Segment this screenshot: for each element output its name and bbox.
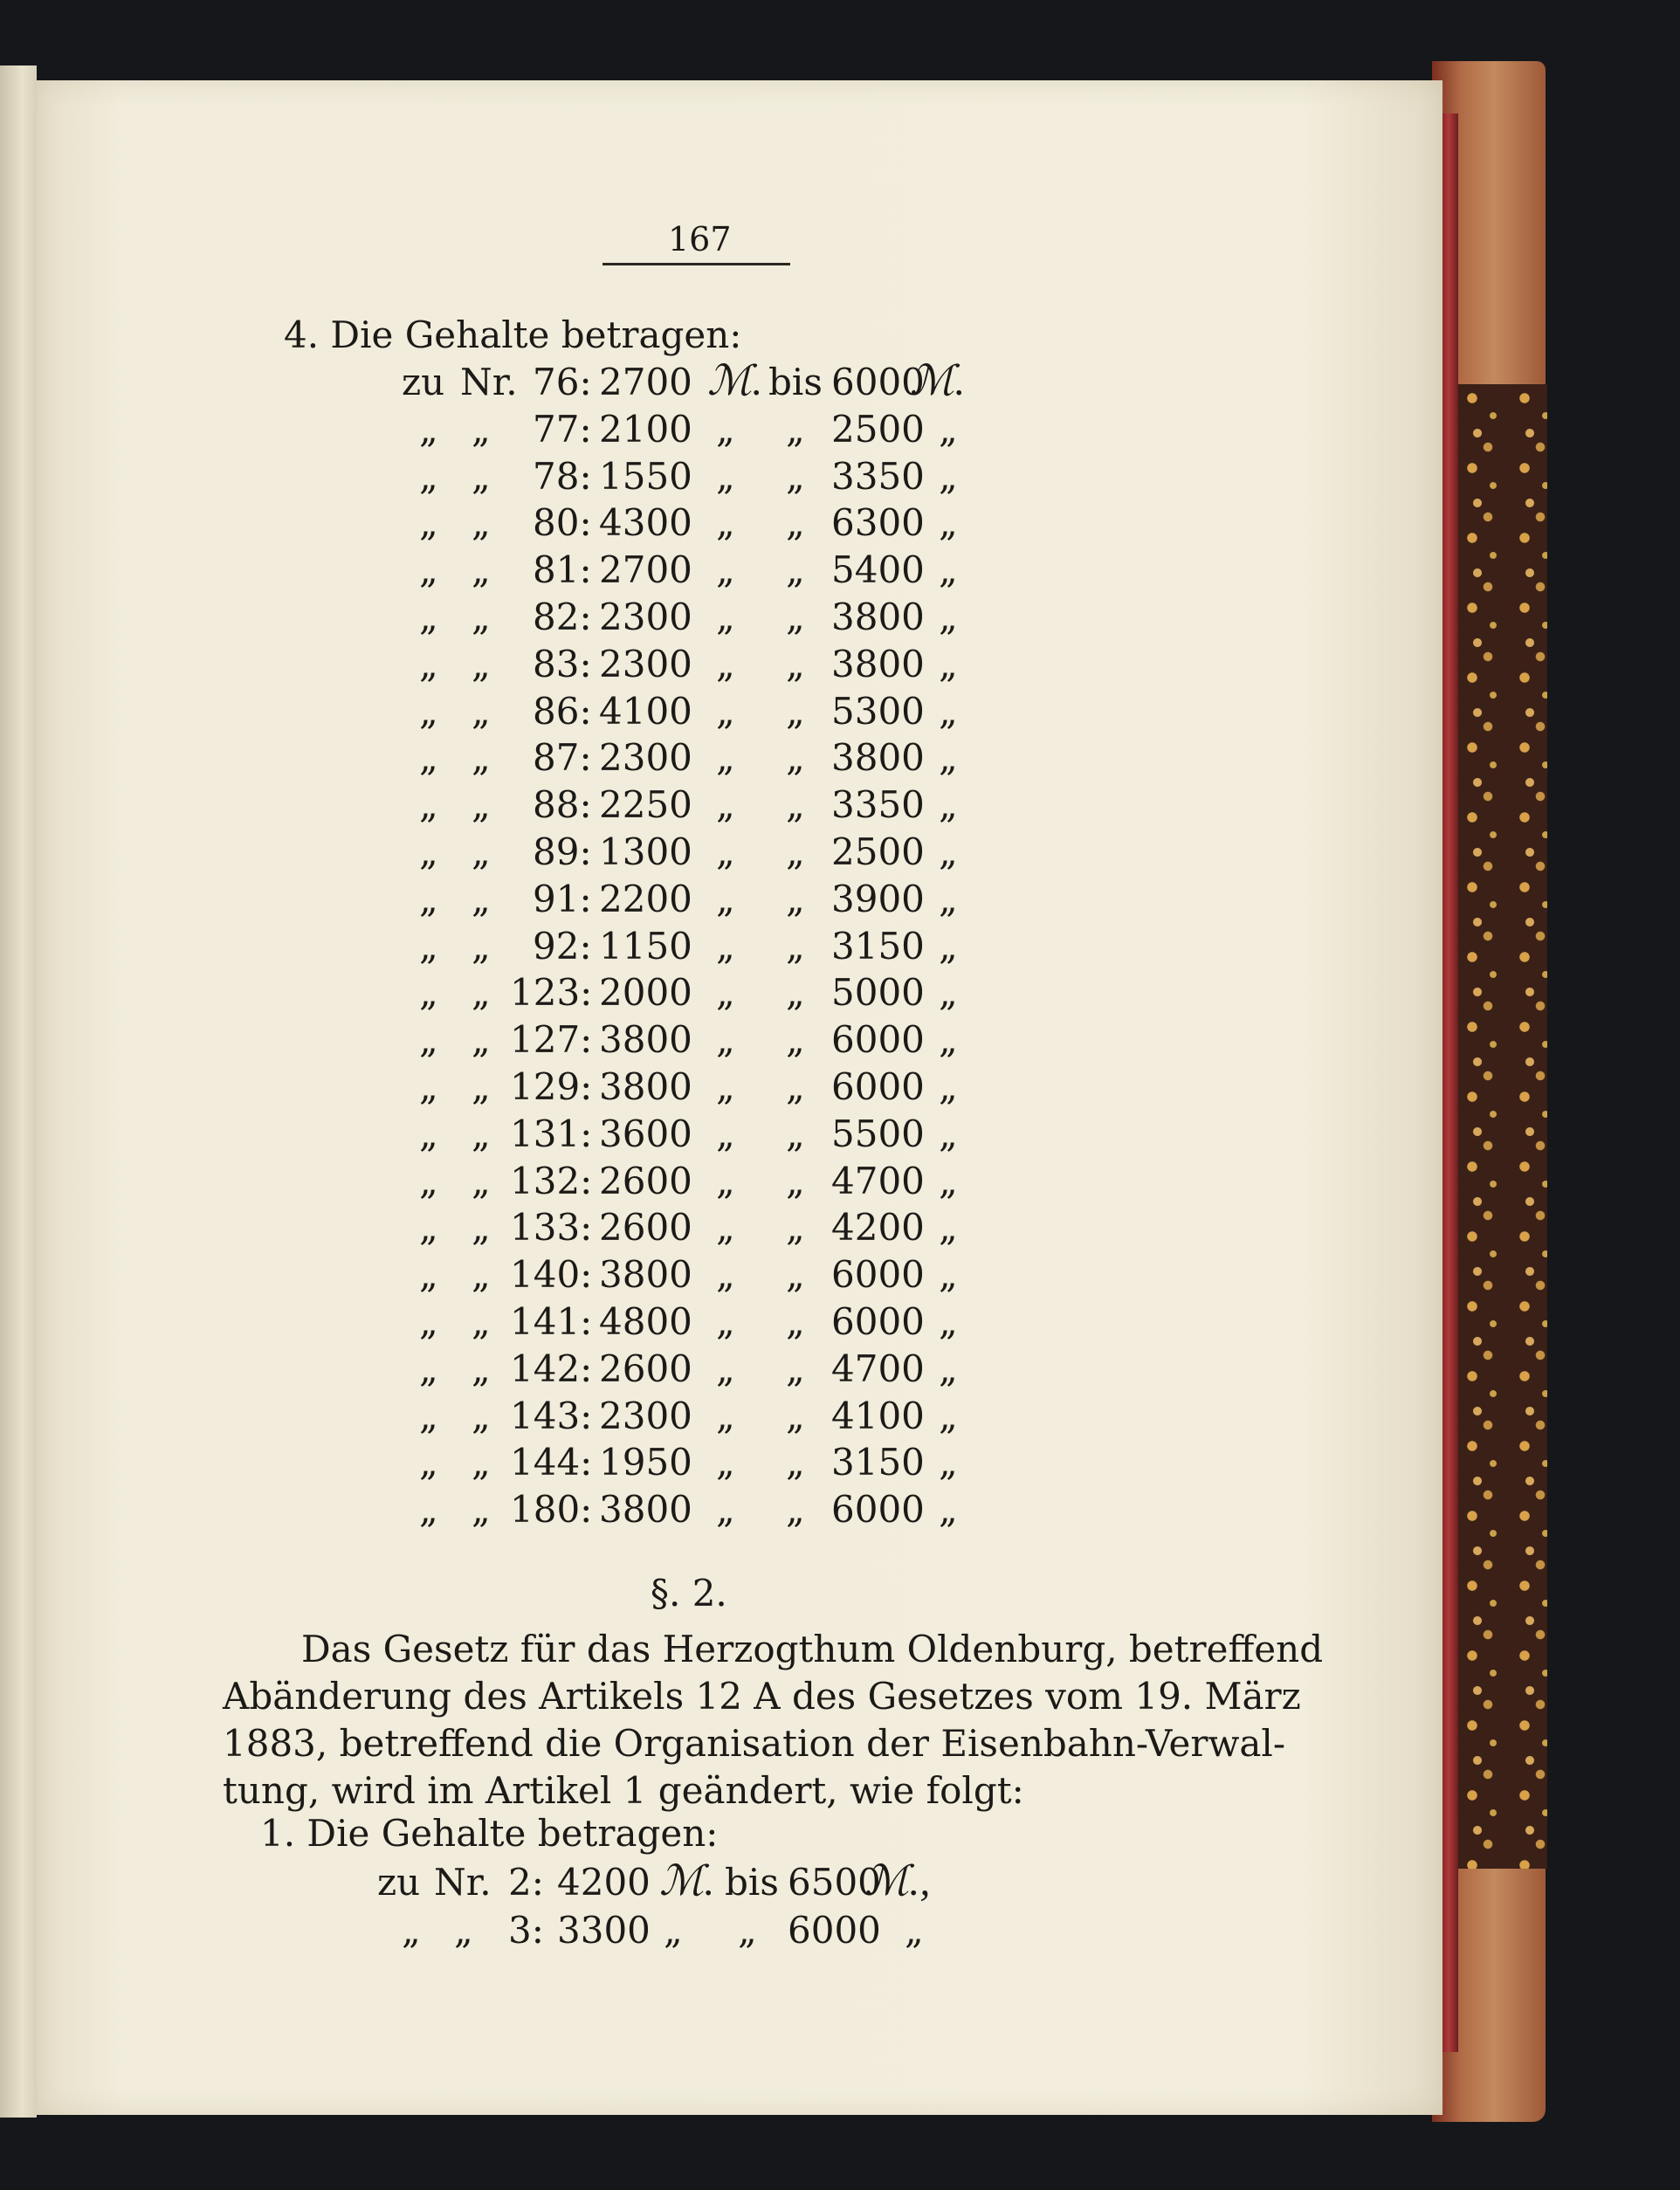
row-ditto: „ — [716, 1488, 735, 1531]
row-to: 5400 — [831, 548, 925, 591]
row-from: 3800 — [599, 1253, 692, 1296]
row-ditto: „ — [472, 596, 491, 638]
row-nr: 142: — [510, 1347, 593, 1390]
row-ditto: „ — [939, 1065, 958, 1108]
row-from: 2700 — [599, 548, 692, 591]
row-prefix-zu: zu — [377, 1861, 421, 1904]
row-nr: 3: — [508, 1909, 544, 1952]
row-ditto: „ — [472, 1488, 491, 1531]
row-ditto: „ — [472, 1112, 491, 1155]
row-ditto: „ — [419, 1206, 438, 1249]
item1-heading: 1. Die Gehalte betragen: — [260, 1812, 719, 1855]
row-ditto: „ — [419, 1065, 438, 1108]
row-ditto: „ — [419, 783, 438, 826]
row-nr: 144: — [510, 1441, 593, 1484]
row-to: 2500 — [831, 408, 925, 451]
row-to: 3350 — [831, 783, 925, 826]
row-ditto: „ — [419, 971, 438, 1014]
row-ditto: „ — [419, 736, 438, 779]
row-ditto: „ — [786, 1441, 805, 1484]
row-ditto: „ — [786, 1160, 805, 1202]
row-ditto: „ — [402, 1909, 421, 1952]
row-from: 2300 — [599, 643, 692, 685]
row-ditto: „ — [419, 596, 438, 638]
row-ditto: „ — [786, 1395, 805, 1437]
row-nr: 81: — [533, 548, 592, 591]
row-from: 1950 — [599, 1441, 692, 1484]
row-ditto: „ — [716, 925, 735, 968]
row-ditto: „ — [939, 1441, 958, 1484]
row-from: 4300 — [599, 501, 692, 544]
row-to: 5000 — [831, 971, 925, 1014]
row-ditto: „ — [939, 596, 958, 638]
row-ditto: „ — [716, 1160, 735, 1202]
row-nr: 80: — [533, 501, 592, 544]
row-ditto: „ — [939, 830, 958, 873]
row-nr: 77: — [533, 408, 592, 451]
row-to: 5500 — [831, 1112, 925, 1155]
row-ditto: „ — [939, 1395, 958, 1437]
row-from: 2000 — [599, 971, 692, 1014]
row-ditto: „ — [939, 643, 958, 685]
row-ditto: „ — [716, 596, 735, 638]
row-ditto: „ — [454, 1909, 473, 1952]
row-ditto: „ — [716, 1065, 735, 1108]
row-ditto: „ — [786, 736, 805, 779]
row-ditto: „ — [419, 878, 438, 920]
row-from: 2300 — [599, 736, 692, 779]
row-prefix-nr: Nr. — [460, 361, 518, 403]
row-from: 1300 — [599, 830, 692, 873]
row-ditto: „ — [472, 501, 491, 544]
paragraph-line: Das Gesetz für das Herzogthum Oldenburg, betreffend — [301, 1628, 1324, 1670]
row-from: 2300 — [599, 1395, 692, 1437]
row-ditto: „ — [716, 1112, 735, 1155]
row-nr: 88: — [533, 783, 592, 826]
row-ditto: „ — [939, 1253, 958, 1296]
row-ditto: „ — [939, 736, 958, 779]
row-ditto: „ — [786, 1065, 805, 1108]
row-ditto: „ — [472, 1018, 491, 1061]
row-nr: 131: — [510, 1112, 593, 1155]
row-ditto: „ — [939, 1160, 958, 1202]
row-ditto: „ — [419, 690, 438, 733]
row-nr: 92: — [533, 925, 592, 968]
row-ditto: „ — [786, 643, 805, 685]
row-to: 6000 — [831, 1018, 925, 1061]
row-ditto: „ — [419, 1488, 438, 1531]
row-ditto: „ — [939, 1112, 958, 1155]
row-end: ℳ., — [864, 1858, 931, 1904]
row-from: 2100 — [599, 408, 692, 451]
row-from: 2700 — [599, 361, 692, 403]
row-ditto: „ — [939, 1018, 958, 1061]
row-ditto: „ — [786, 1347, 805, 1390]
row-to: 4100 — [831, 1395, 925, 1437]
row-to: 3800 — [831, 596, 925, 638]
row-ditto: „ — [786, 690, 805, 733]
row-ditto: „ — [472, 408, 491, 451]
row-from: 3300 — [557, 1909, 651, 1952]
row-from: 2200 — [599, 878, 692, 920]
row-nr: 127: — [510, 1018, 593, 1061]
row-ditto: „ — [939, 1347, 958, 1390]
row-nr: 2: — [508, 1861, 544, 1904]
row-ditto: „ — [716, 455, 735, 498]
row-ditto: „ — [716, 830, 735, 873]
row-ditto: „ — [472, 690, 491, 733]
row-ditto: „ — [419, 1347, 438, 1390]
section-heading: §. 2. — [651, 1572, 727, 1615]
row-ditto: „ — [472, 1253, 491, 1296]
row-to: 6000 — [831, 1065, 925, 1108]
row-ditto: „ — [786, 1488, 805, 1531]
row-ditto: „ — [472, 783, 491, 826]
row-ditto: „ — [716, 1441, 735, 1484]
row-to: 3900 — [831, 878, 925, 920]
row-nr: 132: — [510, 1160, 593, 1202]
row-ditto: „ — [716, 408, 735, 451]
row-from: 3800 — [599, 1018, 692, 1061]
facing-page-edge — [0, 65, 37, 2118]
row-ditto: „ — [939, 548, 958, 591]
row-to: 6000 — [831, 361, 925, 403]
row-from: 2600 — [599, 1206, 692, 1249]
row-ditto: „ — [419, 1018, 438, 1061]
row-prefix-zu: zu — [402, 361, 445, 403]
row-ditto: „ — [419, 925, 438, 968]
row-ditto: „ — [716, 690, 735, 733]
row-from: 3800 — [599, 1488, 692, 1531]
row-to: 6500 — [788, 1861, 881, 1904]
row-nr: 141: — [510, 1300, 593, 1343]
row-ditto: „ — [786, 1112, 805, 1155]
header-rule — [602, 263, 790, 265]
row-ditto: „ — [472, 1347, 491, 1390]
row-ditto: „ — [716, 783, 735, 826]
row-ditto: „ — [939, 783, 958, 826]
row-ditto: „ — [472, 971, 491, 1014]
row-to: 5300 — [831, 690, 925, 733]
row-ditto: „ — [419, 501, 438, 544]
row-to: 3350 — [831, 455, 925, 498]
row-nr: 180: — [510, 1488, 593, 1531]
row-ditto: „ — [939, 971, 958, 1014]
row-ditto: „ — [716, 643, 735, 685]
row-mark: ℳ. — [707, 358, 763, 404]
row-ditto: „ — [786, 1206, 805, 1249]
row-to: 6000 — [788, 1909, 881, 1952]
row-from: 2300 — [599, 596, 692, 638]
row-ditto: „ — [472, 736, 491, 779]
row-end: „ — [905, 1909, 924, 1952]
row-from: 2600 — [599, 1347, 692, 1390]
row-ditto: „ — [472, 643, 491, 685]
row-from: 4800 — [599, 1300, 692, 1343]
row-ditto: „ — [716, 1018, 735, 1061]
row-ditto: „ — [419, 1395, 438, 1437]
row-ditto: „ — [939, 455, 958, 498]
row-mark: ℳ. — [659, 1858, 715, 1904]
row-to: 3150 — [831, 1441, 925, 1484]
row-ditto: „ — [786, 455, 805, 498]
row-ditto: „ — [472, 1441, 491, 1484]
page-number: 167 — [668, 220, 732, 258]
row-ditto: „ — [939, 1206, 958, 1249]
row-nr: 91: — [533, 878, 592, 920]
row-ditto: „ — [419, 408, 438, 451]
row-from: 2250 — [599, 783, 692, 826]
row-ditto: „ — [419, 1300, 438, 1343]
row-ditto: „ — [939, 408, 958, 451]
row-ditto: „ — [786, 878, 805, 920]
row-ditto: „ — [939, 878, 958, 920]
row-to: 6000 — [831, 1253, 925, 1296]
row-ditto: „ — [419, 1112, 438, 1155]
row-ditto: „ — [419, 1253, 438, 1296]
row-nr: 143: — [510, 1395, 593, 1437]
row-to: 3800 — [831, 643, 925, 685]
row-to: 2500 — [831, 830, 925, 873]
row-to: 4200 — [831, 1206, 925, 1249]
row-ditto: „ — [786, 1253, 805, 1296]
row-mark: ℳ. — [910, 358, 966, 404]
row-ditto: „ — [716, 736, 735, 779]
row-ditto: „ — [472, 1160, 491, 1202]
row-ditto: „ — [419, 830, 438, 873]
row-to: 6000 — [831, 1300, 925, 1343]
paragraph-line: tung, wird im Artikel 1 geändert, wie folgt: — [223, 1769, 1024, 1812]
row-to: 6300 — [831, 501, 925, 544]
row-ditto: „ — [716, 1395, 735, 1437]
row-ditto: „ — [419, 548, 438, 591]
row-ditto: „ — [664, 1909, 683, 1952]
row-from: 1550 — [599, 455, 692, 498]
row-nr: 76: — [533, 361, 592, 403]
row-ditto: „ — [472, 830, 491, 873]
row-ditto: „ — [472, 548, 491, 591]
row-ditto: „ — [419, 1441, 438, 1484]
row-ditto: „ — [786, 830, 805, 873]
row-ditto: „ — [716, 501, 735, 544]
row-ditto: „ — [716, 548, 735, 591]
row-nr: 123: — [510, 971, 593, 1014]
row-ditto: „ — [786, 501, 805, 544]
row-ditto: „ — [716, 878, 735, 920]
row-nr: 89: — [533, 830, 592, 873]
row-ditto: „ — [939, 690, 958, 733]
row-ditto: „ — [786, 1300, 805, 1343]
row-ditto: „ — [472, 455, 491, 498]
marbled-cover — [1456, 384, 1547, 1869]
row-nr: 140: — [510, 1253, 593, 1296]
row-ditto: „ — [472, 1065, 491, 1108]
row-ditto: „ — [939, 1300, 958, 1343]
row-to: 4700 — [831, 1160, 925, 1202]
row-from: 2600 — [599, 1160, 692, 1202]
row-prefix-nr: Nr. — [434, 1861, 492, 1904]
row-ditto: „ — [786, 971, 805, 1014]
row-to: 3800 — [831, 736, 925, 779]
row-ditto: „ — [716, 971, 735, 1014]
row-from: 3600 — [599, 1112, 692, 1155]
row-bis: bis — [768, 361, 823, 403]
row-ditto: „ — [472, 1300, 491, 1343]
row-ditto: „ — [472, 1206, 491, 1249]
row-nr: 133: — [510, 1206, 593, 1249]
row-ditto: „ — [419, 455, 438, 498]
row-ditto: „ — [716, 1347, 735, 1390]
row-ditto: „ — [939, 925, 958, 968]
item4-heading: 4. Die Gehalte betragen: — [284, 313, 742, 356]
row-nr: 129: — [510, 1065, 593, 1108]
row-bis: bis — [725, 1861, 779, 1904]
row-ditto: „ — [786, 783, 805, 826]
row-to: 4700 — [831, 1347, 925, 1390]
row-ditto: „ — [939, 1488, 958, 1531]
row-ditto: „ — [419, 1160, 438, 1202]
row-nr: 87: — [533, 736, 592, 779]
row-from: 3800 — [599, 1065, 692, 1108]
row-ditto: „ — [419, 643, 438, 685]
row-ditto: „ — [738, 1909, 757, 1952]
row-nr: 82: — [533, 596, 592, 638]
row-to: 3150 — [831, 925, 925, 968]
row-ditto: „ — [716, 1206, 735, 1249]
row-ditto: „ — [786, 1018, 805, 1061]
row-ditto: „ — [716, 1253, 735, 1296]
paragraph-line: Abänderung des Artikels 12 A des Gesetzes vom 19. März — [223, 1675, 1301, 1718]
row-ditto: „ — [716, 1300, 735, 1343]
row-ditto: „ — [472, 878, 491, 920]
row-from: 4100 — [599, 690, 692, 733]
row-nr: 83: — [533, 643, 592, 685]
row-ditto: „ — [939, 501, 958, 544]
row-ditto: „ — [786, 596, 805, 638]
row-from: 4200 — [557, 1861, 651, 1904]
row-to: 6000 — [831, 1488, 925, 1531]
row-ditto: „ — [786, 548, 805, 591]
paragraph-line: 1883, betreffend die Organisation der Eisenbahn-Verwal- — [223, 1722, 1286, 1765]
row-ditto: „ — [472, 1395, 491, 1437]
row-ditto: „ — [472, 925, 491, 968]
row-from: 1150 — [599, 925, 692, 968]
row-ditto: „ — [786, 925, 805, 968]
row-nr: 78: — [533, 455, 592, 498]
row-ditto: „ — [786, 408, 805, 451]
row-nr: 86: — [533, 690, 592, 733]
